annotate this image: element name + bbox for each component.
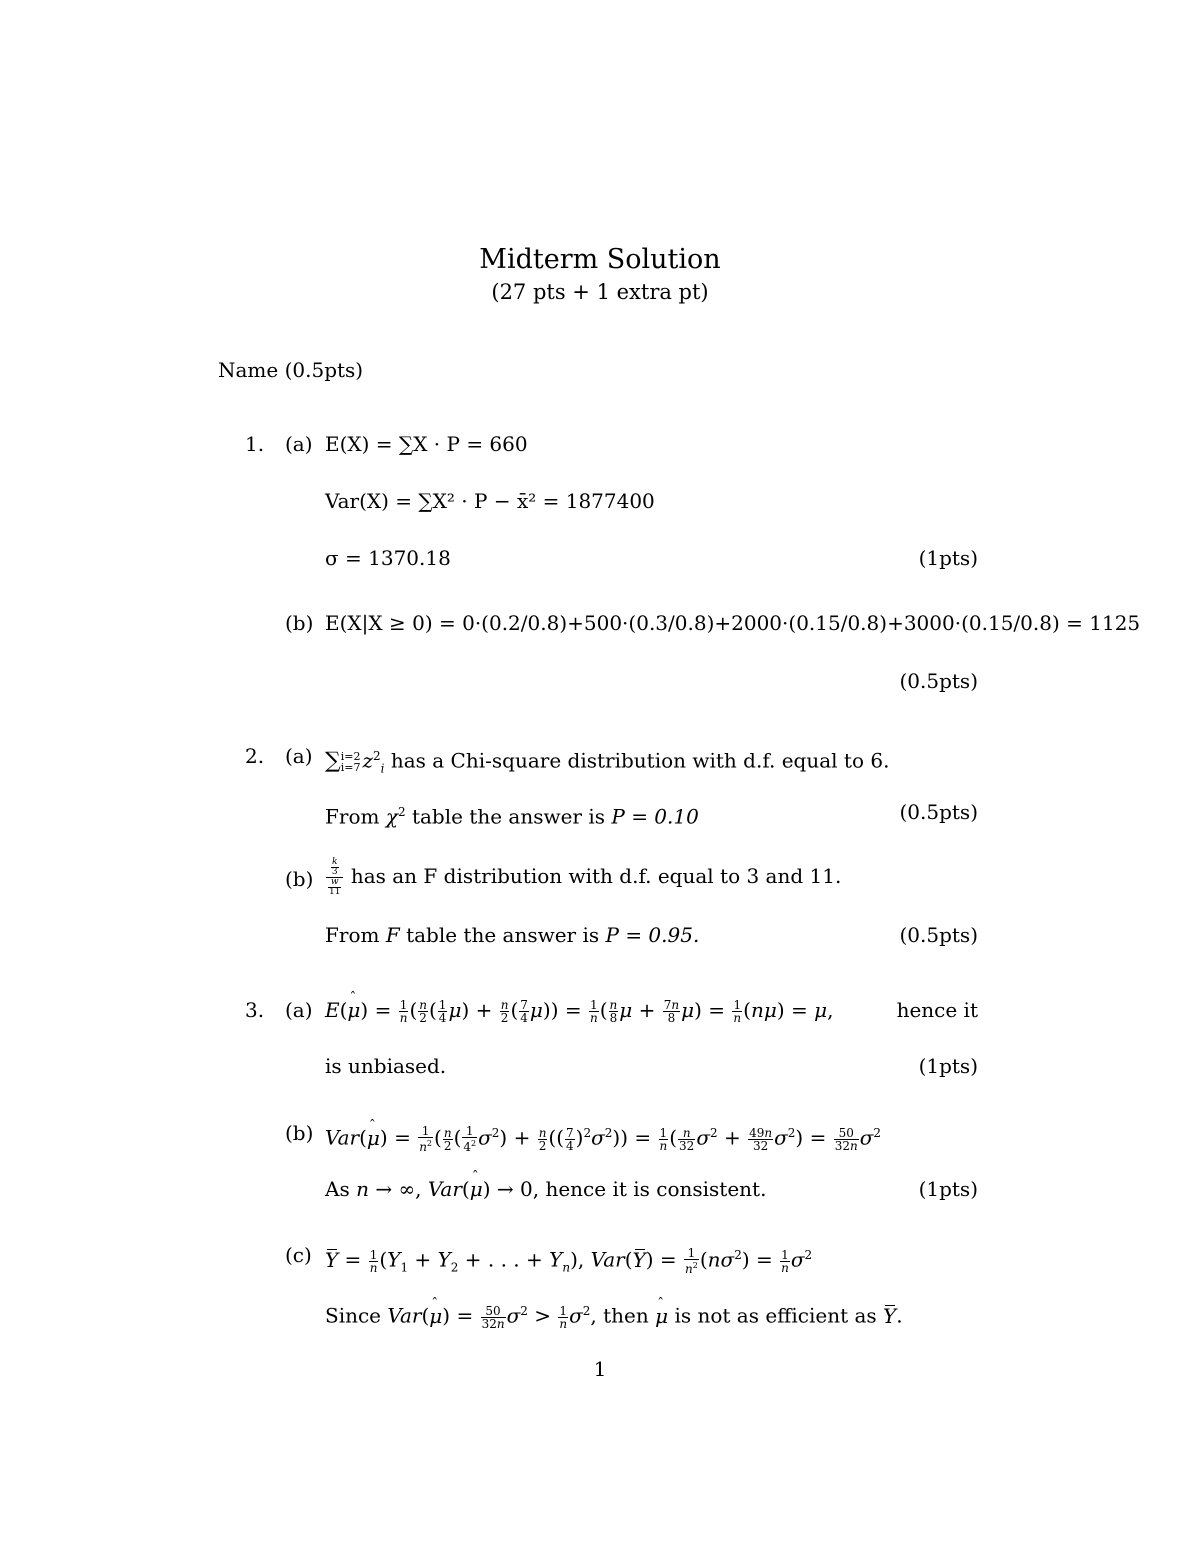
q2-b-line2: From F table the answer is P = 0.95. — [325, 923, 700, 947]
q2-a-line1: ∑i=2 i=7 $z^2_i$ has a Chi-square distribution with d.f. equal to 6. — [325, 748, 890, 776]
q1-a-std-dev: σ = 1370.18 — [325, 546, 451, 570]
q1-a-variance: Var(X) = ∑X² · P − x̄² = 1877400 — [325, 489, 655, 513]
q3-b-line1: Var(μ ˆ) = $\frac{1}{n^2}$ ( $\frac{n}{2}$ ( $\frac{1}{4^2}$ $\sigma^2$) + $\frac{n}{2}$ (( $\frac{7}{4}$ )$^2\sigma^2$)) = $\frac{1}{n}$ ( $\frac{n}{32}$ $\sigma^2$ + $\frac{49n}{32}$ $\sigma^2$) = $\frac{50}{32n}$ $\sigma^2$ — [325, 1119, 881, 1153]
q2-a-points: (0.5pts) — [899, 800, 978, 824]
page-number: 1 — [593, 1357, 607, 1381]
q2-b-points: (0.5pts) — [899, 923, 978, 947]
q1-a-label: (a) — [285, 432, 313, 456]
q1-a-points: (1pts) — [918, 546, 978, 570]
q2-b-line1-text: has an F distribution with d.f. equal to 3 and 11. — [350, 864, 842, 888]
f-ratio-fraction: $\frac{\frac{k}{3}}{\frac{w}{11}}$ — [326, 858, 343, 897]
page-subtitle: (27 pts + 1 extra pt) — [491, 280, 709, 304]
q3-a-points: (1pts) — [918, 1054, 978, 1078]
name-line: Name (0.5pts) — [218, 358, 364, 382]
q2-b-line1 — [325, 858, 841, 897]
q3-a-line1: E(μ ˆ) = $\frac{1}{n}$ ( $\frac{n}{2}$ ( $\frac{1}{4}$ μ) + $\frac{n}{2}$ ( $\frac{7}{4}$ μ)) = $\frac{1}{n}$ ( $\frac{n}{8}$ μ + $\frac{7n}{8}$ μ) = $\frac{1}{n}$ (nμ) = μ, — [325, 996, 833, 1024]
q3-a-line2: is unbiased. — [325, 1054, 447, 1078]
q2-a-line1-text: has a Chi-square distribution with d.f. equal to 6. — [390, 748, 890, 773]
q3-b-line2: As n → ∞, Var(μ ˆ) → 0, hence it is consistent. — [325, 1175, 766, 1203]
q3-c-line1: Y = $\frac{1}{n}$ ($Y_1 + Y_2$ + . . . + $Y_n$), Var(Y) = $\frac{1}{n^2}$ $(n\sigma^2)$ = $\frac{1}{n}$ $\sigma^2$ — [325, 1246, 813, 1277]
q3-c-label: (c) — [285, 1243, 312, 1267]
q3-a-label: (a) — [285, 998, 313, 1022]
q3-b-label: (b) — [285, 1121, 314, 1145]
q2-b-label: (b) — [285, 867, 314, 891]
q3-number: 3. — [245, 998, 265, 1022]
q2-a-line2: From $\chi^2$ table the answer is P = 0.10 — [325, 804, 699, 829]
q1-b-conditional-expectation: E(X|X ≥ 0) = 0·(0.2/0.8)+500·(0.3/0.8)+2000·(0.15/0.8)+3000·(0.15/0.8) = 1125 — [325, 611, 1141, 635]
q2-number: 2. — [245, 744, 265, 768]
q1-number: 1. — [245, 432, 265, 456]
q3-b-points: (1pts) — [918, 1177, 978, 1201]
q1-a-expected-value: E(X) = ∑X · P = 660 — [325, 432, 528, 456]
q1-b-label: (b) — [285, 611, 314, 635]
q1-b-points: (0.5pts) — [899, 669, 978, 693]
page-title: Midterm Solution — [479, 244, 721, 275]
q2-a-label: (a) — [285, 744, 313, 768]
q3-c-line2: Since Var(μ ˆ) = $\frac{50}{32n}$ $\sigma^2$ > $\frac{1}{n}$ $\sigma^2$, then μ ˆ is not as efficient as Y. — [325, 1297, 903, 1330]
q3-a-tail: hence it — [896, 998, 978, 1022]
